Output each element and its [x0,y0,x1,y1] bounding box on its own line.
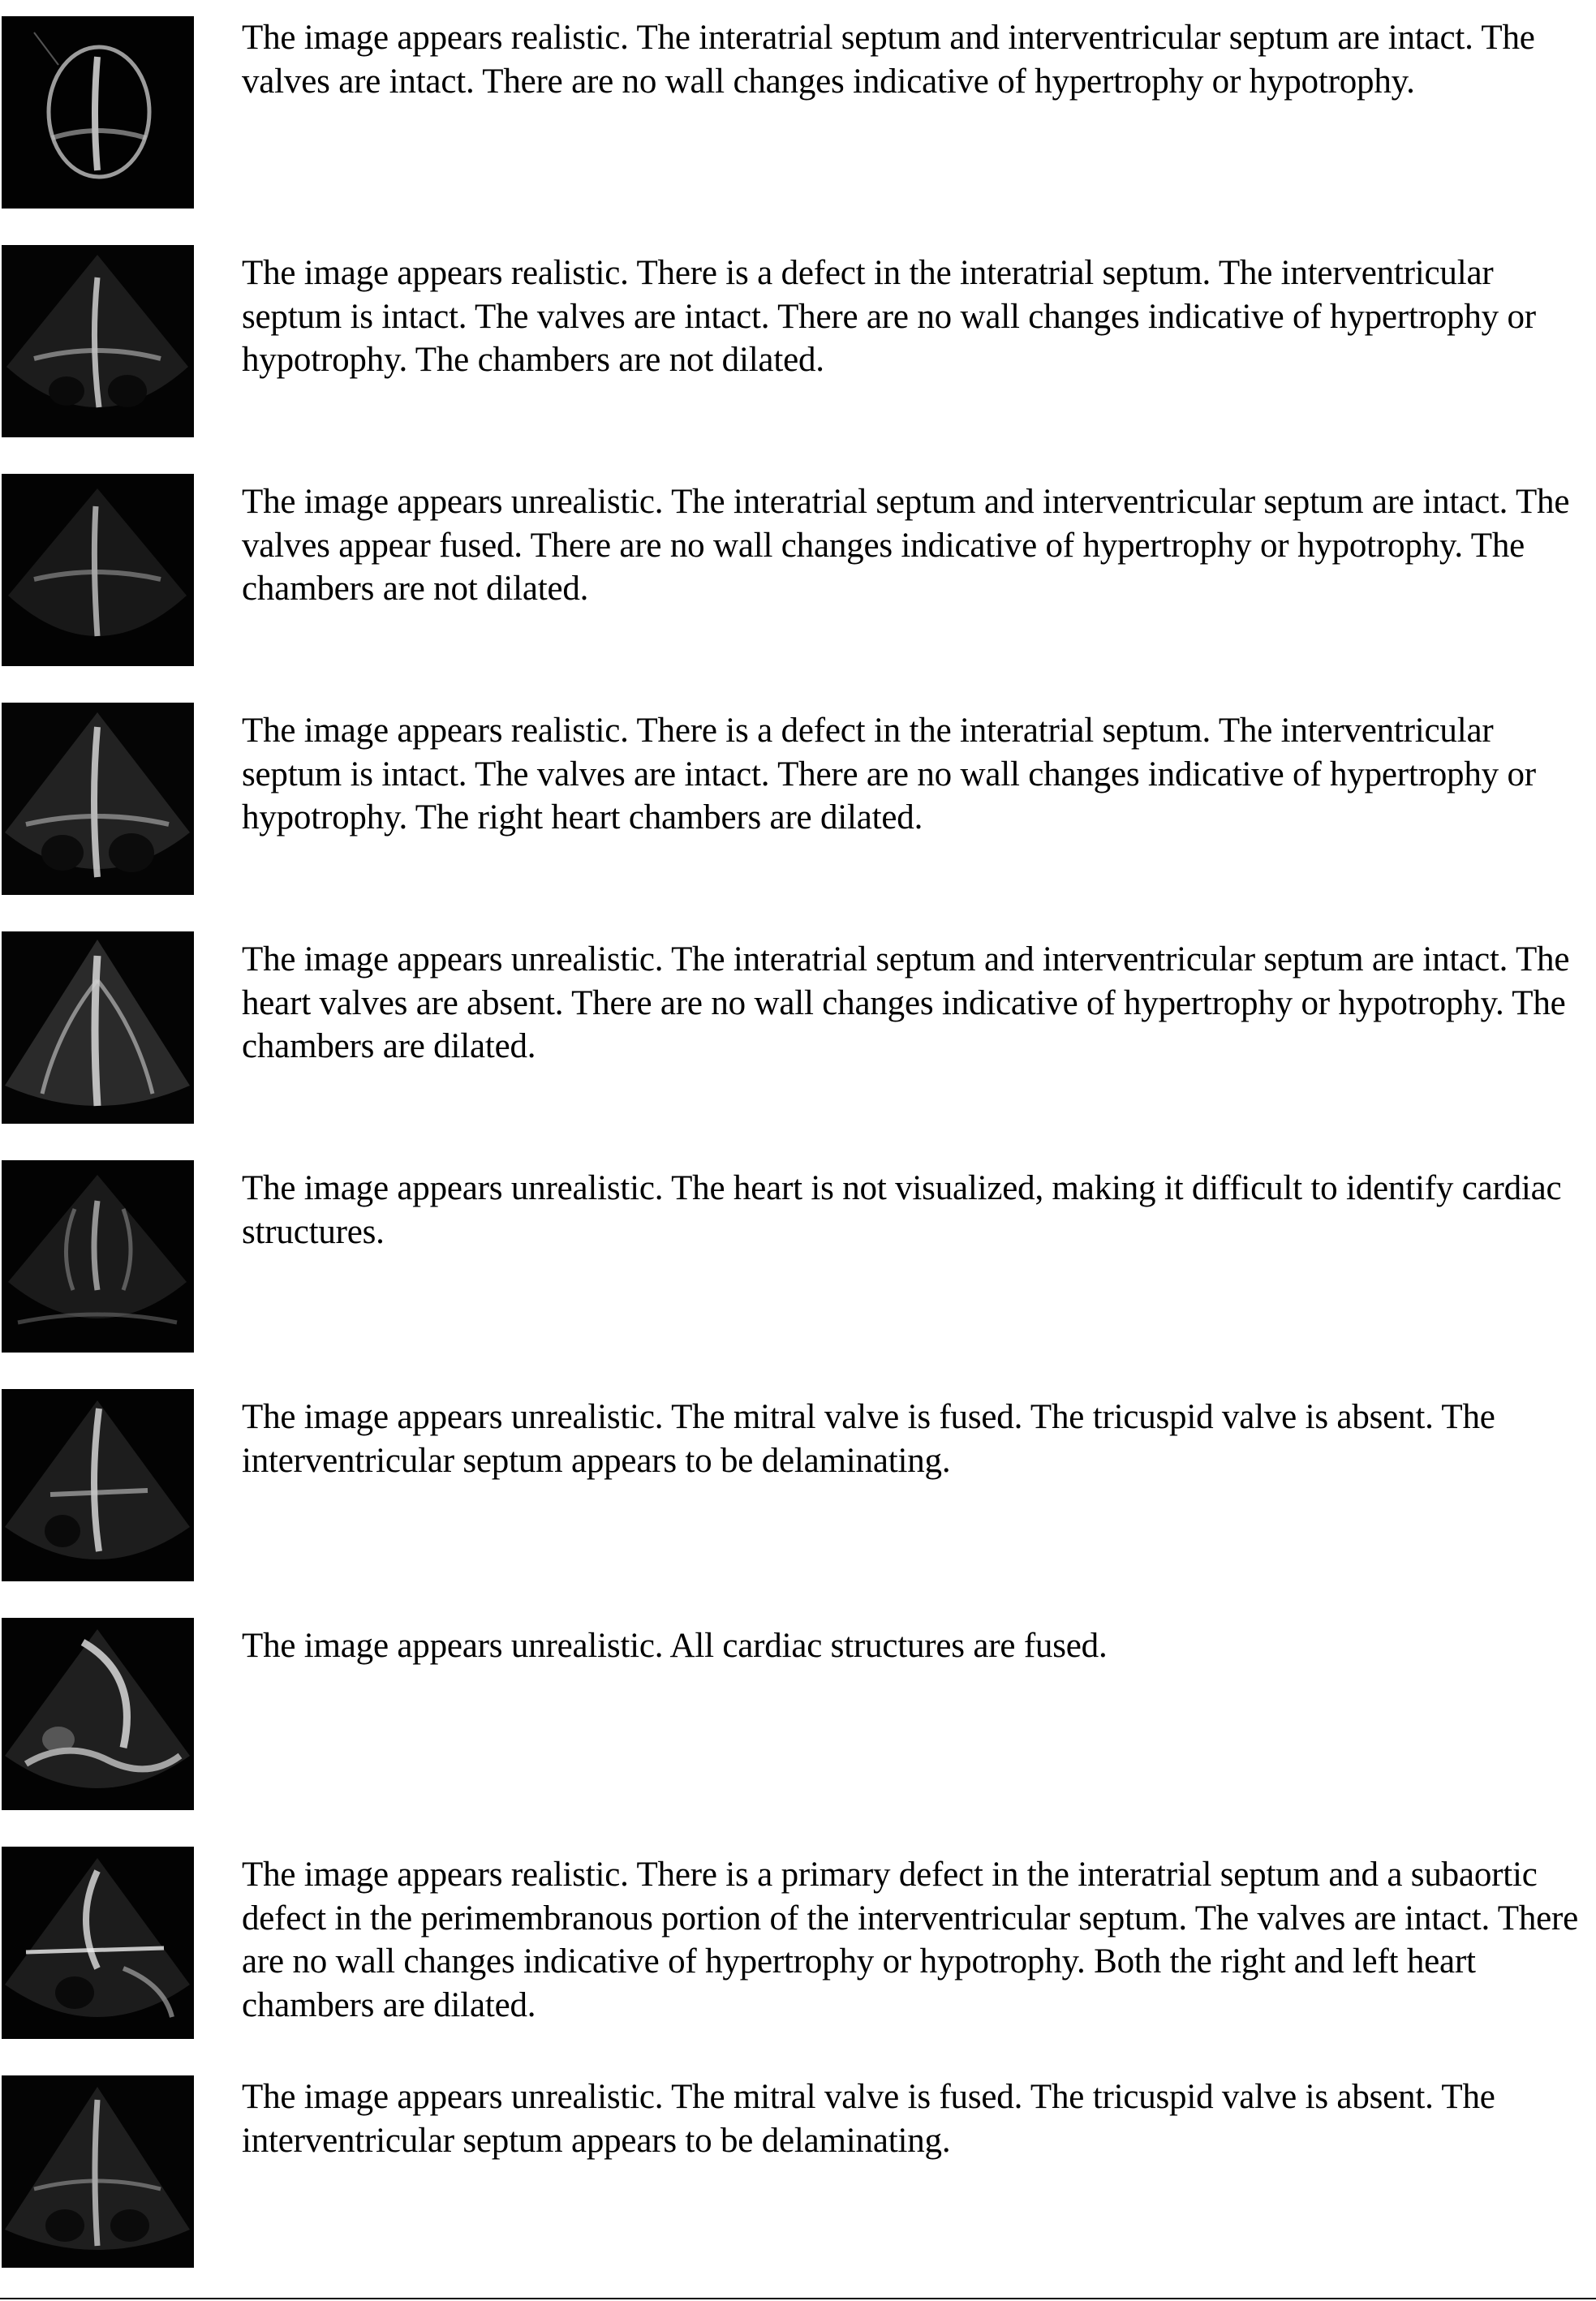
echocardiogram-image [2,1160,194,1353]
table-row [0,239,1596,467]
description-text: The image appears unrealistic. The heart is not visualized, making it difficult to identify cardiac structures. [242,1169,1562,1251]
description-text: The image appears realistic. There is a defect in the interatrial septum. The interventricular septum is intact. The valves are intact. There are no wall changes indicative of hypertrophy or hypotrophy. The right heart chambers are dilated. [242,712,1536,837]
description-text: The image appears realistic. There is a primary defect in the interatrial septum and a subaortic defect in the perimembranous portion of the interventricular septum. The valves are intact. There are no wall changes indicative of hypertrophy or hypotrophy. Both the right and left heart chambers are dilated. [242,1856,1579,2024]
table-row [0,467,1596,696]
description-text: The image appears unrealistic. The mitral valve is fused. The tricuspid valve is absent. The interventricular septum appears to be delaminating. [242,1398,1495,1480]
table-row [0,696,1596,925]
table-row [0,1383,1596,1611]
table-row [0,1611,1596,1840]
table-bottom-rule [0,2298,1596,2299]
echocardiogram-image [2,16,194,209]
table-row [0,1154,1596,1383]
echocardiogram-image [2,931,194,1124]
echocardiogram-image [2,1618,194,1810]
echocardiogram-image [2,1847,194,2039]
echocardiogram-image [2,1389,194,1581]
echocardiogram-image [2,2075,194,2268]
description-text: The image appears unrealistic. All cardiac structures are fused. [242,1627,1108,1665]
table-row [0,1840,1596,2069]
description-text: The image appears unrealistic. The interatrial septum and interventricular septum are intact. The heart valves are absent. There are no wall changes indicative of hypertrophy or hypotrophy. The chambers are dilated. [242,940,1570,1065]
table-row [0,10,1596,239]
description-text: The image appears realistic. There is a defect in the interatrial septum. The interventricular septum is intact. The valves are intact. There are no wall changes indicative of hypertrophy or hypotrophy. The chambers are not dilated. [242,254,1536,379]
table-row [0,2069,1596,2298]
echocardiogram-image [2,474,194,666]
echocardiogram-image [2,245,194,437]
table-row [0,925,1596,1154]
description-text: The image appears realistic. The interatrial septum and interventricular septum are intact. The valves are intact. There are no wall changes indicative of hypertrophy or hypotrophy. [242,19,1535,101]
description-text: The image appears unrealistic. The interatrial septum and interventricular septum are intact. The valves appear fused. There are no wall changes indicative of hypertrophy or hypotrophy. The chambers are not dilated. [242,483,1570,608]
description-text: The image appears unrealistic. The mitral valve is fused. The tricuspid valve is absent. The interventricular septum appears to be delaminating. [242,2078,1495,2160]
echocardiogram-image [2,703,194,895]
